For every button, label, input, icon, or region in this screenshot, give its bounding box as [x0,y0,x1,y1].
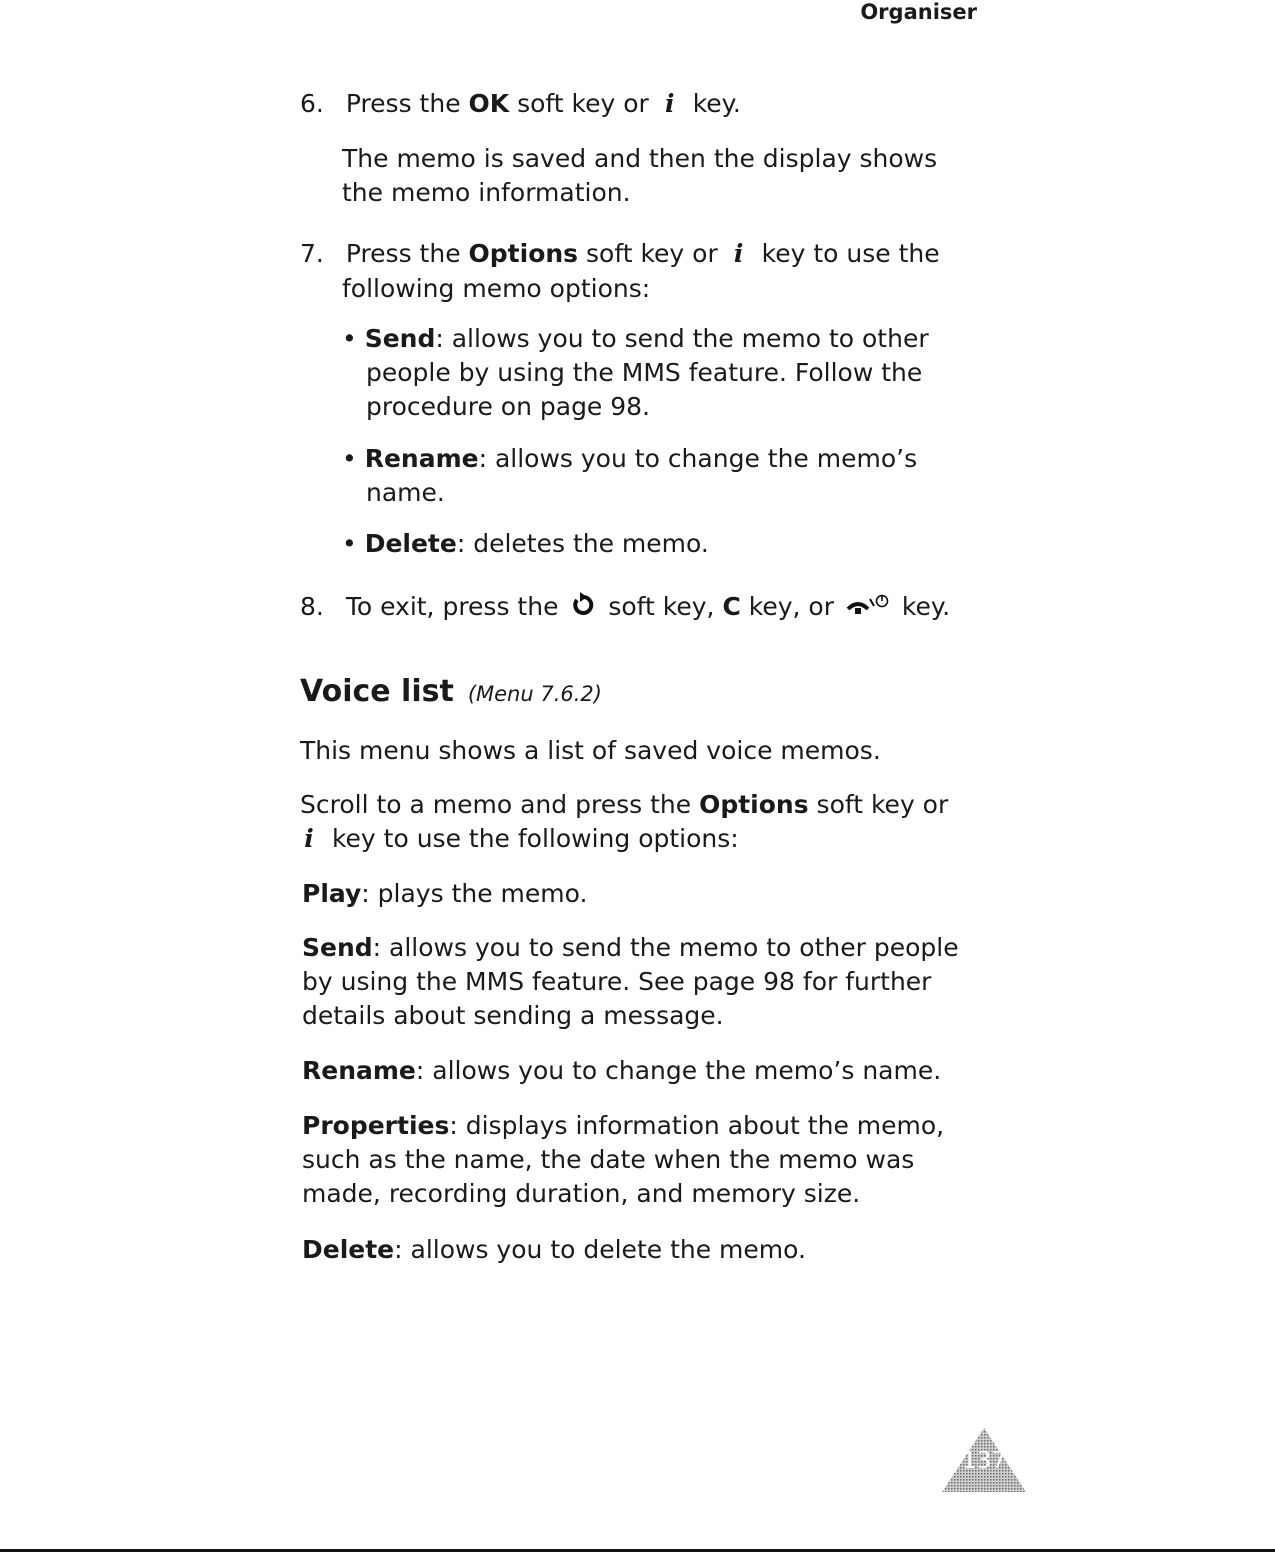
menu-reference: (Menu 7.6.2) [467,682,602,706]
step-7: 7. Press the Options soft key or i key to use the [300,237,940,271]
i-key-icon: i [733,239,744,268]
step-7-line2: following memo options: [342,274,651,303]
i-key-icon: i [665,89,675,118]
voice-option-rename: Rename: allows you to change the memo’s name. [302,1056,942,1085]
i-key-icon: i [304,824,314,853]
voice-list-scroll-instruction: Scroll to a memo and press the Options soft key or i key to use the following options: [300,788,948,856]
end-power-key-icon [846,593,890,628]
memo-option-rename: • Rename: allows you to change the memo’s name. [342,444,918,507]
step-6: 6. Press the OK soft key or i key. [300,87,741,121]
voice-option-send: Send: allows you to send the memo to other people by using the MMS feature. See page 98 for further details about sending a message. [302,933,959,1030]
voice-list-heading: Voice list (Menu 7.6.2) [300,674,602,709]
voice-option-delete: Delete: allows you to delete the memo. [302,1235,806,1264]
page-number-badge [942,1428,1026,1492]
step-number: 8. [300,592,324,621]
back-softkey-icon [570,591,596,628]
voice-option-properties: Properties: displays information about the memo, such as the name, the date when the memo was made, recording duration, and memory size. [302,1111,945,1208]
page-number: 137 [962,1448,1006,1474]
voice-list-intro: This menu shows a list of saved voice memos. [300,736,881,765]
memo-option-delete: • Delete: deletes the memo. [342,529,709,558]
step-number: 6. [300,89,324,118]
section-header: Organiser [860,0,977,24]
memo-option-send: • Send: allows you to send the memo to other people by using the MMS feature. Follow the procedure on page 98. [342,324,929,421]
bottom-rule [0,1549,1275,1552]
step-8: 8. To exit, press the soft key, C key, or key. [300,590,950,628]
voice-option-play: Play: plays the memo. [302,879,588,908]
step-6-description: The memo is saved and then the display shows the memo information. [342,144,938,207]
step-number: 7. [300,239,324,268]
